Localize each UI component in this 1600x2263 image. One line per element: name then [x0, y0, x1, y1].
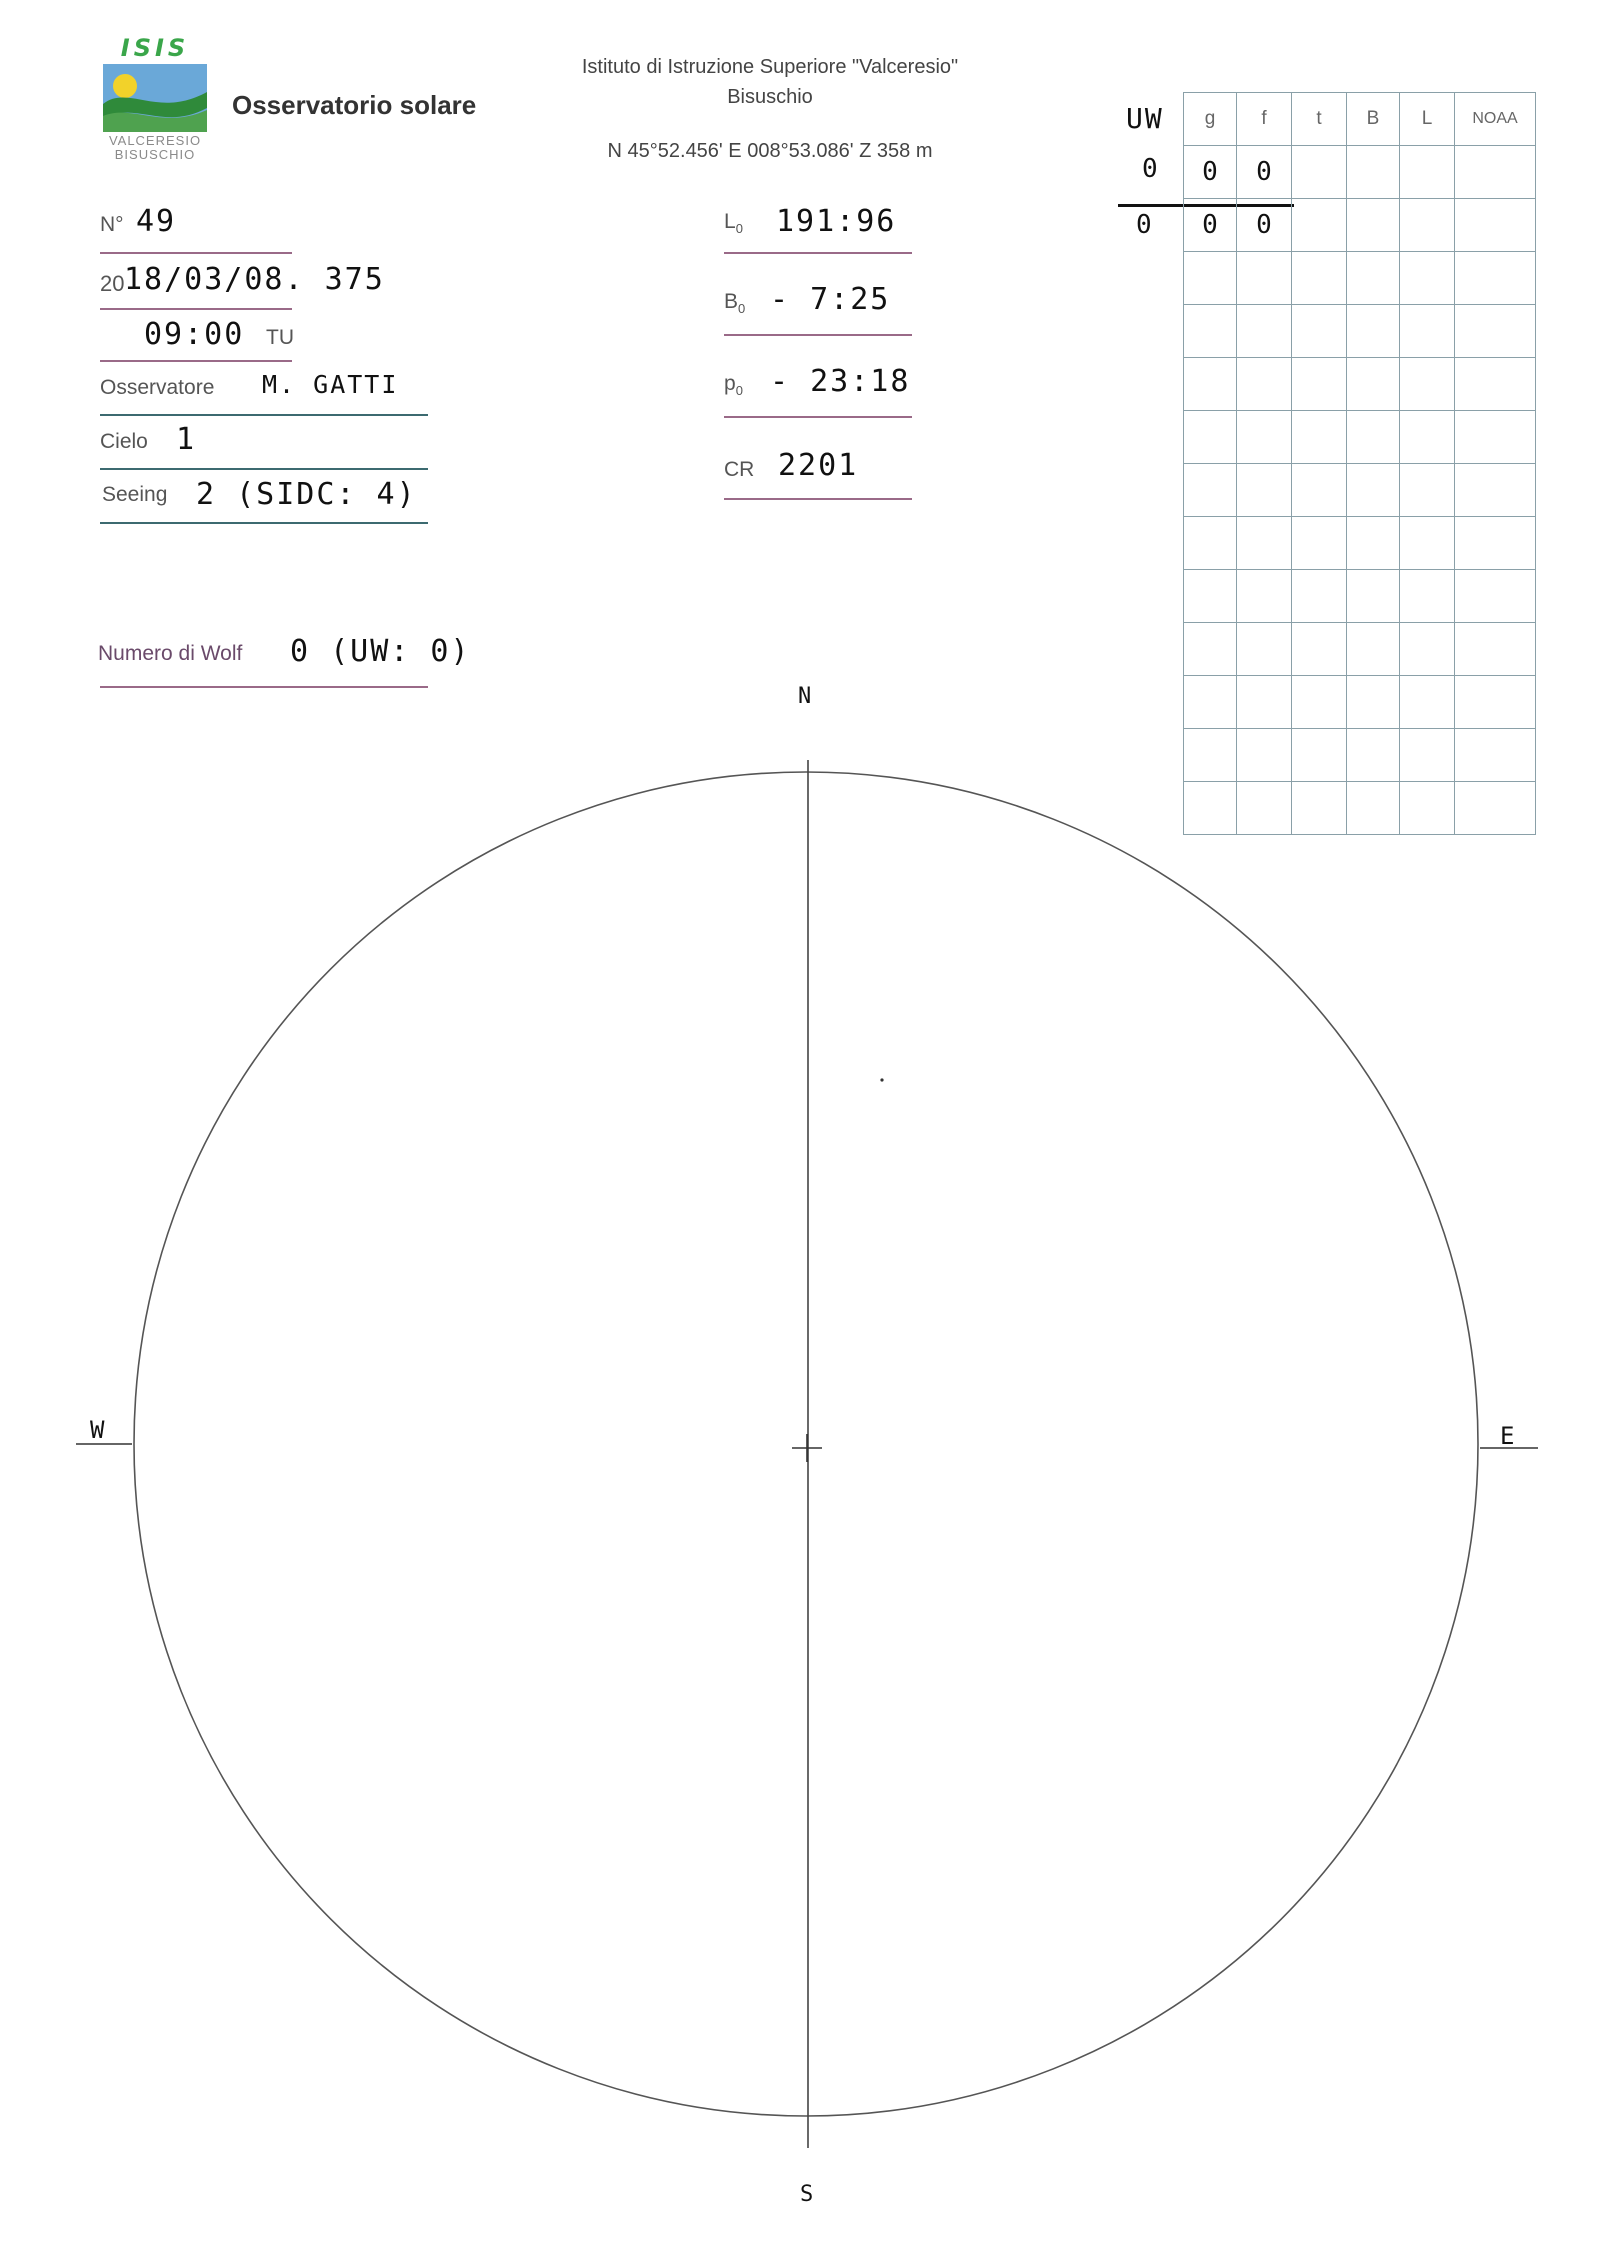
time-label: TU: [266, 326, 294, 349]
p0-value: - 23:18: [770, 364, 911, 399]
time-value: 09:00: [144, 317, 245, 352]
l0-value: 191:96: [776, 204, 897, 239]
west-label: W: [90, 1416, 107, 1444]
speck-mark: [880, 1078, 883, 1081]
header-l: L: [1400, 93, 1455, 146]
sky-value: 1: [176, 422, 197, 457]
institute-city: Bisuschio: [727, 86, 813, 108]
solar-disk-outline: [134, 772, 1478, 2116]
date-value: 18/03/08. 375: [124, 262, 385, 297]
header-f: f: [1237, 93, 1292, 146]
b0-value: - 7:25: [770, 282, 891, 317]
date-prefix: 20: [100, 271, 125, 296]
b0-label: $B_0$: [724, 290, 746, 317]
number-value: 49: [136, 204, 177, 239]
east-label: E: [1500, 1422, 1517, 1450]
institute-name: Istituto di Istruzione Superiore "Valceresio": [581, 56, 959, 78]
page-title: Osservatorio solare: [232, 90, 477, 120]
north-label: N: [798, 684, 814, 709]
table-cell[interactable]: 0: [1184, 146, 1237, 199]
wolf-value: 0 (UW: 0): [290, 634, 471, 669]
observer-label: Osservatore: [100, 376, 215, 399]
sky-label: Cielo: [100, 430, 148, 453]
uw-value-2: 0: [1136, 210, 1154, 240]
logo-letters: ISIS: [120, 34, 190, 62]
uw-value-1: 0: [1142, 154, 1160, 184]
table-cell[interactable]: 0: [1184, 199, 1237, 252]
p0-label: $p_0$: [724, 372, 743, 399]
uw-label: UW: [1126, 102, 1164, 135]
south-label: S: [800, 2182, 816, 2207]
logo-line1: VALCERESIO: [108, 133, 202, 148]
table-cell[interactable]: 0: [1237, 199, 1292, 252]
cr-value: 2201: [778, 448, 859, 483]
seeing-label: Seeing: [102, 483, 168, 506]
cr-label: CR: [724, 458, 755, 481]
table-cell[interactable]: 0: [1237, 146, 1292, 199]
seeing-value: 2 (SIDC: 4): [196, 477, 417, 512]
station-coordinates: N 45°52.456' E 008°53.086' Z 358 m: [607, 140, 933, 162]
logo-line2: BISUSCHIO: [114, 147, 196, 162]
number-label: N°: [100, 213, 124, 236]
observer-value: M. GATTI: [262, 370, 399, 399]
wolf-label: Numero di Wolf: [98, 642, 243, 665]
l0-label: $L_0$: [724, 210, 743, 237]
header-noaa: NOAA: [1455, 93, 1536, 146]
header-b: B: [1347, 93, 1400, 146]
header-g: g: [1184, 93, 1237, 146]
header-t: t: [1292, 93, 1347, 146]
